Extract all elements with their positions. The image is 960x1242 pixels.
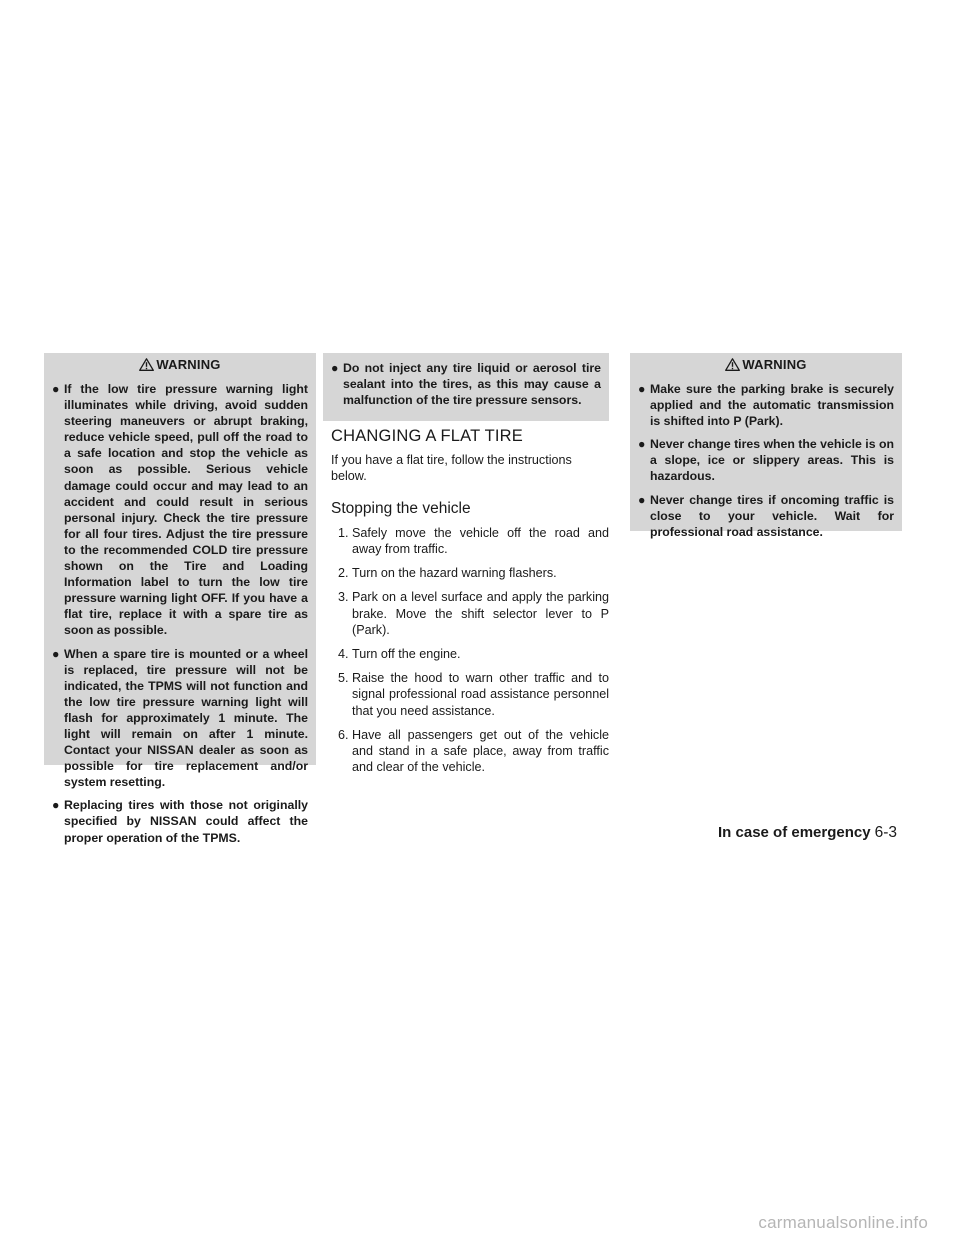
subsection-title: Stopping the vehicle	[331, 499, 471, 517]
warning-item: ● Never change tires if oncoming traffic is close to your vehicle. Wait for professional road assistance.	[638, 492, 894, 539]
warning-list	[638, 381, 894, 540]
step-item: 6. Have all passengers get out of the vehicle and stand in a safe place, away from traffic and clear of the vehicle.	[338, 727, 609, 775]
bullet-icon: ●	[638, 437, 646, 452]
bullet-icon: ●	[52, 382, 60, 396]
section-intro: If you have a flat tire, follow the instructions below.	[331, 453, 572, 484]
warning-list	[52, 381, 308, 846]
warning-box-right	[630, 353, 902, 539]
step-item: 3. Park on a level surface and apply the parking brake. Move the shift selector lever to P (Park).	[338, 590, 609, 637]
warning-item: ● If the low tire pressure warning light illuminates while driving, avoid sudden steering maneuvers or abrupt braking, reduce vehicle speed, pull off the road to a safe location and stop the vehicle as soon as possible. Serious vehicle damage could occur and may lead to an accident and could result in serious personal injury. Check the tire pressure for all four tires. Adjust the tire pressure to the recommended COLD tire pressure shown on the Tire and Loading Information label to turn the low tire pressure warning light OFF. If you have a flat tire, replace it with a spare tire as soon as possible.	[52, 382, 308, 638]
page-number: 6-3	[874, 824, 897, 841]
bullet-icon: ●	[638, 492, 646, 507]
warning-triangle-icon	[725, 358, 740, 371]
warning-title: WARNING	[742, 357, 807, 372]
warning-heading	[638, 353, 894, 376]
warning-item: ● Make sure the parking brake is securely applied and the automatic transmission is shifted into P (Park).	[638, 382, 894, 429]
step-item: 2. Turn on the hazard warning flashers.	[338, 566, 557, 581]
warning-box-middle	[323, 353, 609, 421]
warning-triangle-icon	[139, 358, 154, 371]
bullet-icon: ●	[52, 798, 60, 813]
bullet-icon: ●	[331, 361, 339, 375]
warning-item: ● Replacing tires with those not originally specified by NISSAN could affect the proper operation of the TPMS.	[52, 798, 308, 845]
section-title: CHANGING A FLAT TIRE	[331, 427, 523, 445]
bullet-icon: ●	[638, 382, 646, 396]
warning-heading	[52, 353, 308, 376]
step-item: 5. Raise the hood to warn other traffic and to signal professional road assistance personnel that you need assistance.	[338, 671, 609, 718]
warning-item: ● Never change tires when the vehicle is on a slope, ice or slippery areas. This is hazardous.	[638, 437, 894, 484]
warning-title: WARNING	[156, 357, 221, 372]
bullet-icon: ●	[52, 646, 60, 661]
step-item: 1. Safely move the vehicle off the road and away from traffic.	[338, 525, 609, 557]
warning-item: ● Do not inject any tire liquid or aerosol tire sealant into the tires, as this may cause a malfunction of the tire pressure sensors.	[331, 361, 601, 408]
watermark: carmanualsonline.info	[758, 1213, 928, 1232]
warning-box-left	[44, 353, 316, 845]
section-column	[331, 426, 609, 783]
warning-item: ● When a spare tire is mounted or a wheel is replaced, tire pressure will not be indicated, the TPMS will not function and the low tire pressure warning light will flash for approximately 1 minute. The light will remain on after 1 minute. Contact your NISSAN dealer as soon as possible for tire replacement and/or system resetting.	[52, 646, 308, 790]
steps-list	[331, 525, 609, 776]
warning-list	[331, 360, 601, 408]
page-footer	[718, 824, 897, 842]
step-item: 4. Turn off the engine.	[338, 647, 461, 662]
footer-section-title: In case of emergency	[718, 824, 871, 841]
